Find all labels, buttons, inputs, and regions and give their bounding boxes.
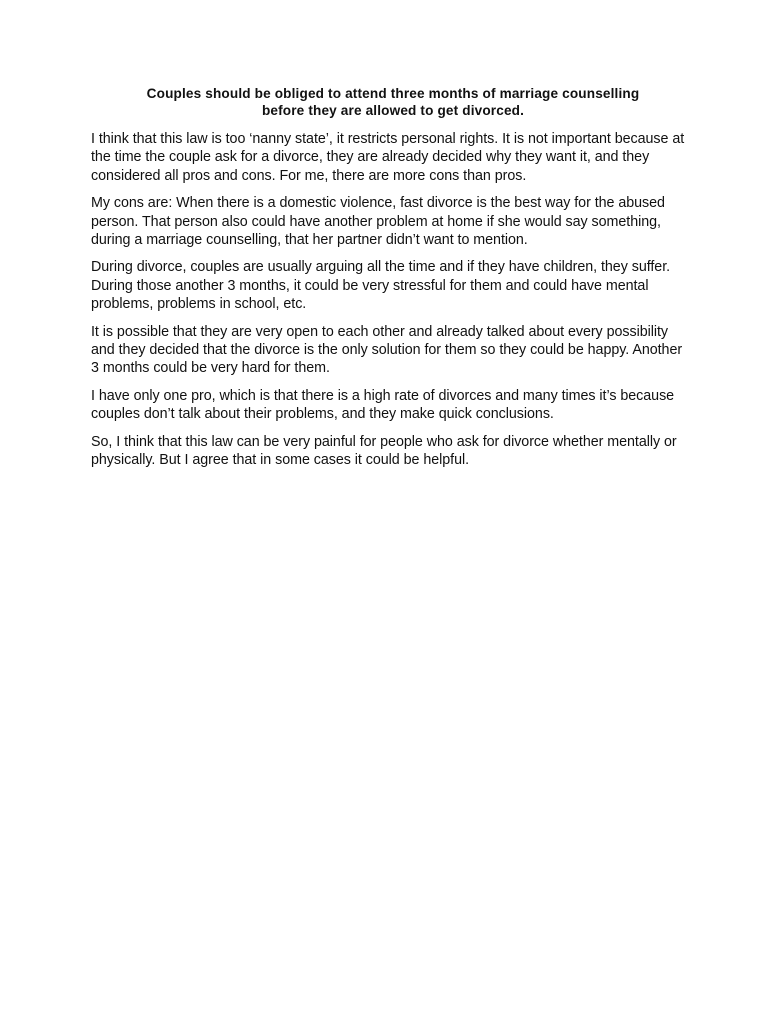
paragraph-2: My cons are: When there is a domestic violence, fast divorce is the best way for the abused person. That person also could have another problem at home if she would say something, during a marriage counselling, that her partner didn’t want to mention. (91, 195, 665, 249)
paragraph-4: It is possible that they are very open to each other and already talked about every possibility and they decided that the divorce is the only solution for them so they could be happy. Another 3 months could be very hard for them. (91, 323, 683, 377)
document-page (91, 85, 687, 479)
document-title (91, 85, 687, 119)
paragraph-1: I think that this law is too ‘nanny state’, it restricts personal rights. It is not important because at the time the couple ask for a divorce, they are already decided why they want it, and they considered all pros and cons. For me, there are more cons than pros. (91, 131, 685, 184)
paragraph-3: During divorce, couples are usually arguing all the time and if they have children, they suffer. During those another 3 months, it could be very stressful for them and could have mental problems, problems in school, etc. (91, 259, 671, 313)
paragraph-6: So, I think that this law can be very painful for people who ask for divorce whether mentally or physically. But I agree that in some cases it could be helpful. (91, 433, 677, 469)
paragraph-5: I have only one pro, which is that there is a high rate of divorces and many times it’s because couples don’t talk about their problems, and they make quick conclusions. (91, 387, 675, 423)
title-line-2: before they are allowed to get divorced. (261, 103, 525, 118)
title-line-1: Couples should be obliged to attend three months of marriage counselling (146, 86, 640, 101)
